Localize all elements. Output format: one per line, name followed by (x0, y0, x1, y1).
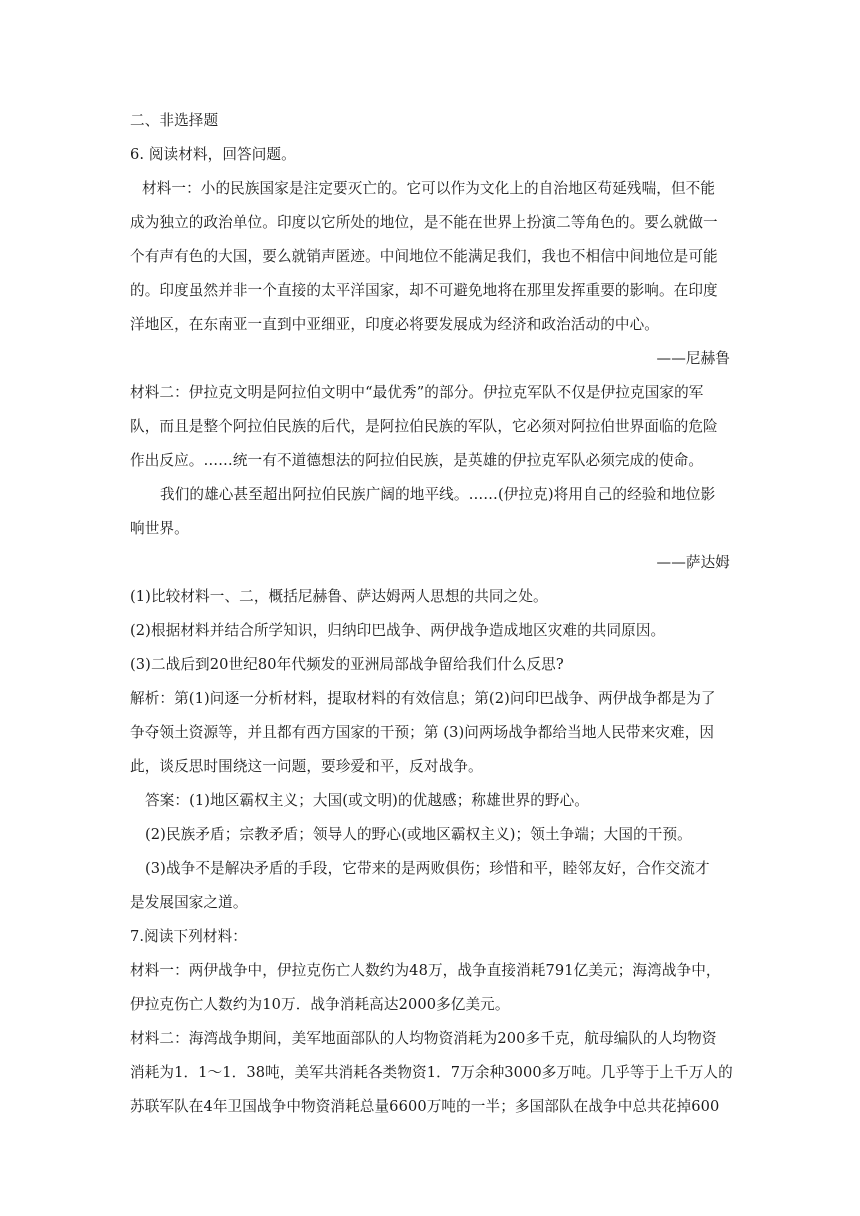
question-7-material-2-line: 材料二：海湾战争期间，美军地面部队的人均物资消耗为200多千克，航母编队的人均物资 (130, 1030, 717, 1047)
material-1-line: 的。印度虽然并非一个直接的太平洋国家，却不可避免地将在那里发挥重要的影响。在印度 (130, 282, 718, 299)
material-2-line: 响世界。 (130, 520, 189, 537)
material-2-line: 材料二：伊拉克文明是阿拉伯文明中“最优秀”的部分。伊拉克军队不仅是伊拉克国家的军 (130, 384, 704, 401)
material-2-line: 队，而且是整个阿拉伯民族的后代，是阿拉伯民族的军队，它必须对阿拉伯世界面临的危险 (130, 418, 718, 435)
question-7-material-1-line: 材料一：两伊战争中，伊拉克伤亡人数约为48万，战争直接消耗791亿美元；海湾战争中， (130, 962, 721, 979)
material-2-line: 作出反应。……统一有不道德想法的阿拉伯民族，是英雄的伊拉克军队必须完成的使命。 (130, 452, 704, 469)
question-6-part-1: (1)比较材料一、二，概括尼赫鲁、萨达姆两人思想的共同之处。 (130, 588, 548, 605)
question-6-part-2: (2)根据材料并结合所学知识，归纳印巴战争、两伊战争造成地区灾难的共同原因。 (130, 622, 666, 639)
material-1-line: 成为独立的政治单位。印度以它所处的地位，是不能在世界上扮演二等角色的。要么就做一 (130, 214, 718, 231)
answer-line: (3)战争不是解决矛盾的手段，它带来的是两败俱伤；珍惜和平，睦邻友好，合作交流才 (145, 860, 710, 877)
analysis-line: 争夺领土资源等，并且都有西方国家的干预；第 (3)问两场战争都给当地人民带来灾难，因 (130, 724, 715, 741)
analysis-line: 此，谈反思时围绕这一问题，要珍爱和平，反对战争。 (130, 758, 483, 775)
answer-line: 是发展国家之道。 (130, 894, 248, 911)
question-7-material-2-line: 消耗为1．1～1．38吨，美军共消耗各类物资1．7万余种3000多万吨。几乎等于上千万人的 (130, 1064, 733, 1081)
section-heading: 二、非选择题 (130, 112, 219, 129)
material-1-line: 个有声有色的大国，要么就销声匿迹。中间地位不能满足我们，我也不相信中间地位是可能 (130, 248, 718, 265)
question-7-material-1-line: 伊拉克伤亡人数约为10万．战争消耗高达2000多亿美元。 (130, 996, 510, 1013)
material-1-line: 材料一：小的民族国家是注定要灭亡的。它可以作为文化上的自治地区苟延残喘，但不能 (142, 180, 716, 197)
answer-line: 答案：(1)地区霸权主义；大国(或文明)的优越感；称雄世界的野心。 (145, 792, 589, 809)
material-1-line: 洋地区，在东南亚一直到中亚细亚，印度必将要发展成为经济和政治活动的中心。 (130, 316, 659, 333)
material-1-attribution: ——尼赫鲁 (656, 350, 730, 367)
material-2-attribution: ——萨达姆 (656, 554, 730, 571)
question-7-material-2-line: 苏联军队在4年卫国战争中物资消耗总量6600万吨的一半；多国部队在战争中总共花掉600 (130, 1098, 720, 1115)
document-page (130, 0, 733, 1216)
question-6-part-3: (3)二战后到20世纪80年代频发的亚洲局部战争留给我们什么反思? (130, 656, 564, 673)
answer-line: (2)民族矛盾；宗教矛盾；领导人的野心(或地区霸权主义)；领土争端；大国的干预。 (145, 826, 692, 843)
question-6-title: 6. 阅读材料，回答问题。 (130, 146, 296, 163)
analysis-line: 解析：第(1)问逐一分析材料，提取材料的有效信息；第(2)问印巴战争、两伊战争都是为了 (130, 690, 716, 707)
question-7-title: 7.阅读下列材料： (130, 928, 247, 945)
material-2-line: 我们的雄心甚至超出阿拉伯民族广阔的地平线。……(伊拉克)将用自己的经验和地位影 (160, 486, 716, 503)
